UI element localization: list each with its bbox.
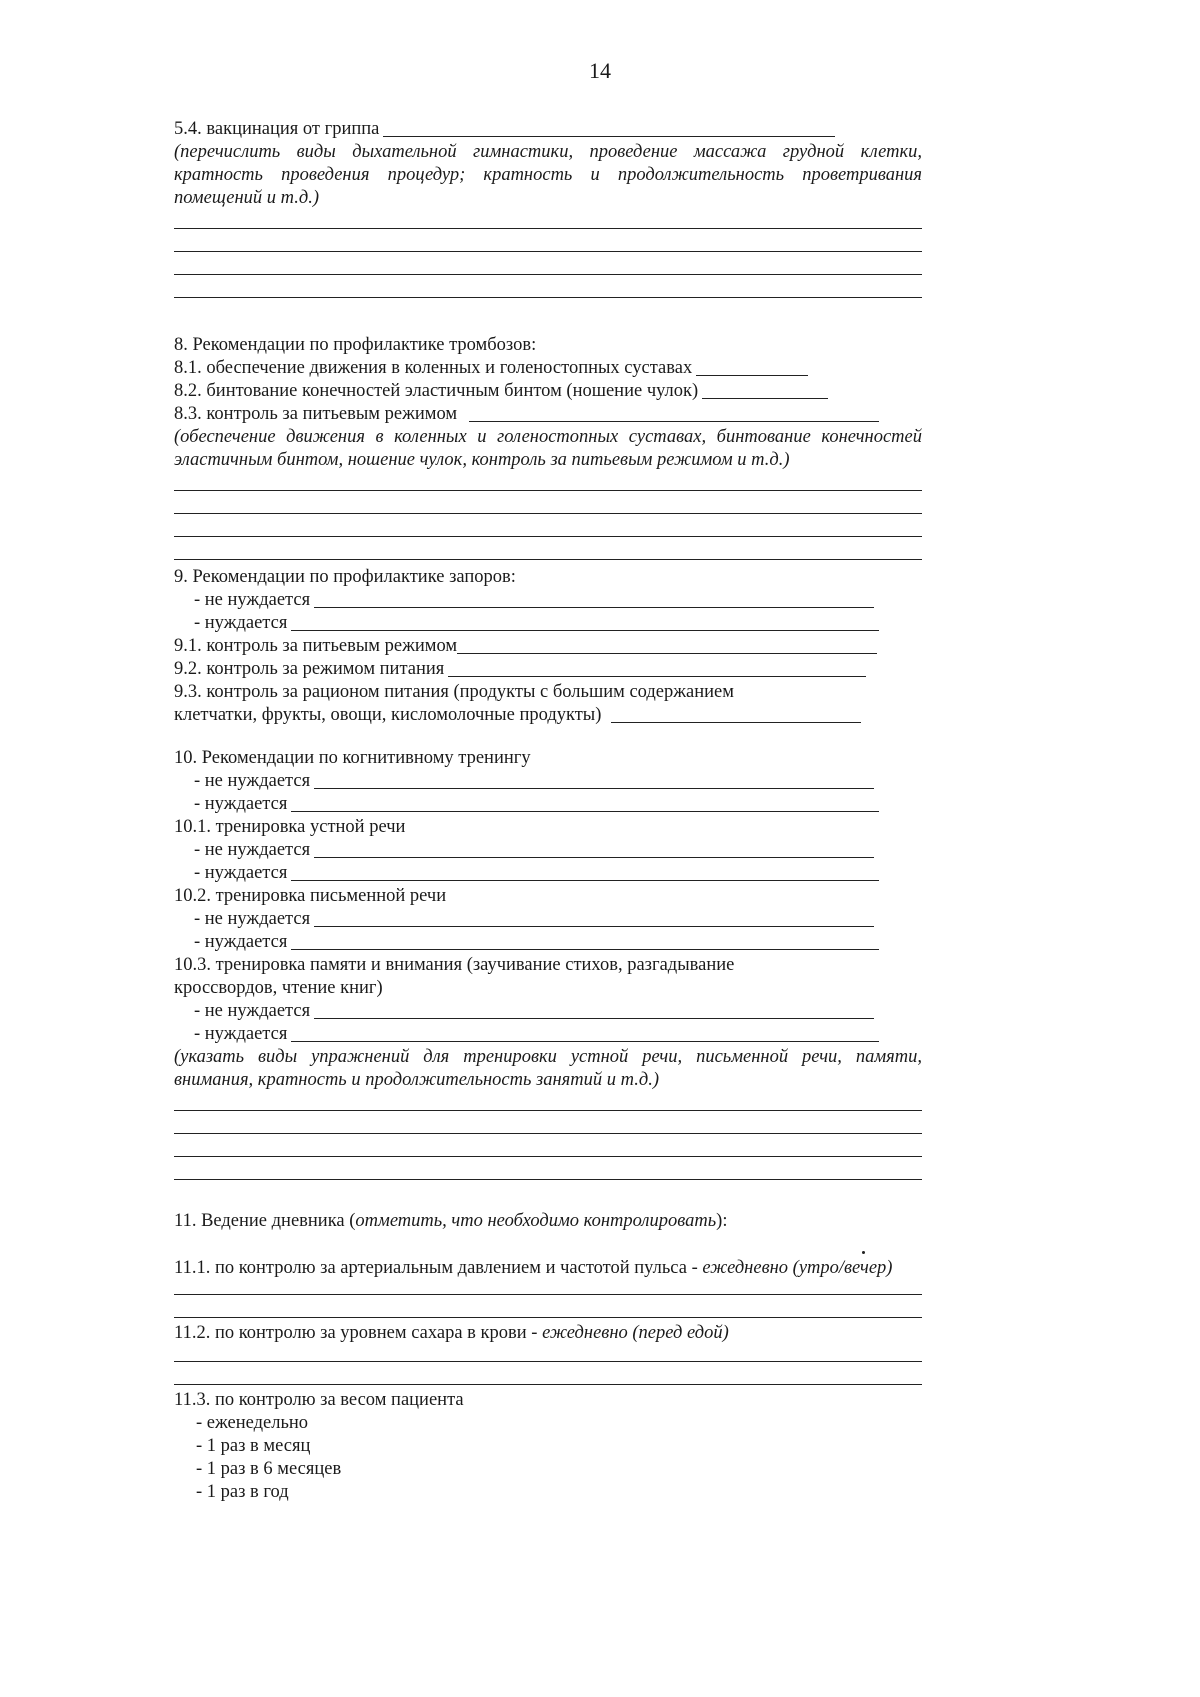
s10-1-not-needed-fill-line[interactable] [314,856,874,858]
s9-item-3-line-1: 9.3. контроль за рационом питания (продукты с большим содержанием [174,682,734,702]
s11-title-start: 11. Ведение дневника ( [174,1211,356,1231]
s11-2-answer-lines [174,1361,922,1385]
weight-option-weekly[interactable]: - еженедельно [196,1413,309,1433]
s9-item-1: 9.1. контроль за питьевым режимом [174,636,458,656]
s9-item-row [174,658,922,681]
s10-2-needed-fill-line[interactable] [291,948,879,950]
s9-needed-row [174,612,922,635]
s9-item-row [174,635,922,658]
s8-item-1-fill-line[interactable] [696,374,808,376]
page-number: 14 [589,58,611,83]
s5-4-label: 5.4. вакцинация от гриппа [174,119,380,139]
s10-1-not-needed: - не нуждается [194,840,311,860]
answer-line[interactable] [174,513,922,514]
s9-needed-fill-line[interactable] [291,629,879,631]
s10-2-not-needed-fill-line[interactable] [314,925,874,927]
s5-4-fill-line[interactable] [383,135,835,137]
answer-line[interactable] [174,1361,922,1362]
s9-item-3-fill-line[interactable] [611,721,861,723]
s8-item-2-fill-line[interactable] [702,397,828,399]
answer-line[interactable] [174,1110,922,1111]
s5-4-row [174,118,922,141]
s11-title-italic: отметить, что необходимо контролировать [355,1211,717,1231]
s11-item-2-text: 11.2. по контролю за уровнем сахара в крови - [174,1323,543,1343]
s10-item-3-line-2: кроссвордов, чтение книг) [174,978,383,998]
s10-not-needed-row [174,770,922,793]
answer-line[interactable] [174,1294,922,1295]
s8-answer-lines [174,490,922,560]
s8-item-3-fill-line[interactable] [469,420,879,422]
s10-hint: (указать виды упражнений для тренировки устной речи, письменной речи, памяти, внимания, кратность и продолжительность занятий и т.д.) [174,1047,922,1090]
s9-not-needed: - не нуждается [194,590,311,610]
s11-item-1-text: 11.1. по контролю за артериальным давлением и частотой пульса - [174,1258,703,1278]
s10-3-not-needed: - не нуждается [194,1001,311,1021]
s8-title: 8. Рекомендации по профилактике тромбозов: [174,335,537,355]
s10-item-3-line-1: 10.3. тренировка памяти и внимания (заучивание стихов, разгадывание [174,955,735,975]
s9-item-row [174,704,922,727]
s11-1-answer-lines [174,1294,922,1318]
s8-hint: (обеспечение движения в коленных и голеностопных суставах, бинтование конечностей эластичным бинтом, ношение чулок, контроль за питьевым режимом и т.д.) [174,427,922,470]
s9-not-needed-row [174,589,922,612]
weight-option-monthly[interactable]: - 1 раз в месяц [196,1436,311,1456]
stray-dot-mark [862,1251,865,1254]
s10-1-not-needed-row [174,839,922,862]
s11-item-3: 11.3. по контролю за весом пациента [174,1390,464,1410]
s9-needed: - нуждается [194,613,288,633]
s10-3-not-needed-fill-line[interactable] [314,1017,874,1019]
answer-line[interactable] [174,228,922,229]
s10-1-needed: - нуждается [194,863,288,883]
s11-item-1-frequency: ежедневно (утро/вечер) [702,1258,893,1278]
s9-item-2-fill-line[interactable] [448,675,866,677]
s10-2-needed: - нуждается [194,932,288,952]
s9-not-needed-fill-line[interactable] [314,606,874,608]
s11-title-end: ): [716,1211,728,1231]
s11-item-2 [174,1322,922,1345]
s10-3-needed-row [174,1023,922,1046]
s5-4-hint: (перечислить виды дыхательной гимнастики, проведение массажа грудной клетки, кратность проведения процедур; кратность и продолжительность проветривания помещений и т.д.) [174,142,922,208]
s10-1-needed-row [174,862,922,885]
s8-item-2: 8.2. бинтование конечностей эластичным бинтом (ношение чулок) [174,381,699,401]
s11-title [174,1210,922,1233]
s8-item-row [174,380,922,403]
s10-item-2: 10.2. тренировка письменной речи [174,886,447,906]
s10-3-needed: - нуждается [194,1024,288,1044]
s10-item-1: 10.1. тренировка устной речи [174,817,406,837]
weight-option-six-months[interactable]: - 1 раз в 6 месяцев [196,1459,342,1479]
s10-title: 10. Рекомендации по когнитивному тренингу [174,748,531,768]
s11-item-2-frequency: ежедневно (перед едой) [542,1323,729,1343]
s8-item-row [174,357,922,380]
s8-item-3: 8.3. контроль за питьевым режимом [174,404,458,424]
answer-line[interactable] [174,274,922,275]
s9-title: 9. Рекомендации по профилактике запоров: [174,567,516,587]
s10-needed: - нуждается [194,794,288,814]
s8-item-1: 8.1. обеспечение движения в коленных и голеностопных суставах [174,358,693,378]
s11-item-1 [174,1257,922,1280]
s8-item-row [174,403,922,426]
s9-item-2: 9.2. контроль за режимом питания [174,659,445,679]
s9-item-1-fill-line[interactable] [457,652,877,654]
s5-4-answer-lines [174,228,922,298]
answer-line[interactable] [174,251,922,252]
weight-option-yearly[interactable]: - 1 раз в год [196,1482,289,1502]
s10-answer-lines [174,1110,922,1180]
form-content [174,118,922,1504]
s10-3-not-needed-row [174,1000,922,1023]
s10-2-not-needed-row [174,908,922,931]
s10-needed-fill-line[interactable] [291,810,879,812]
s10-2-not-needed: - не нуждается [194,909,311,929]
answer-line[interactable] [174,1133,922,1134]
answer-line[interactable] [174,536,922,537]
s10-2-needed-row [174,931,922,954]
s10-1-needed-fill-line[interactable] [291,879,879,881]
answer-line[interactable] [174,490,922,491]
s10-not-needed: - не нуждается [194,771,311,791]
s10-not-needed-fill-line[interactable] [314,787,874,789]
answer-line[interactable] [174,1156,922,1157]
s9-item-3-line-2: клетчатки, фрукты, овощи, кисломолочные продукты) [174,705,602,725]
s10-3-needed-fill-line[interactable] [291,1040,879,1042]
s10-needed-row [174,793,922,816]
s11-item-3-options [174,1412,922,1504]
